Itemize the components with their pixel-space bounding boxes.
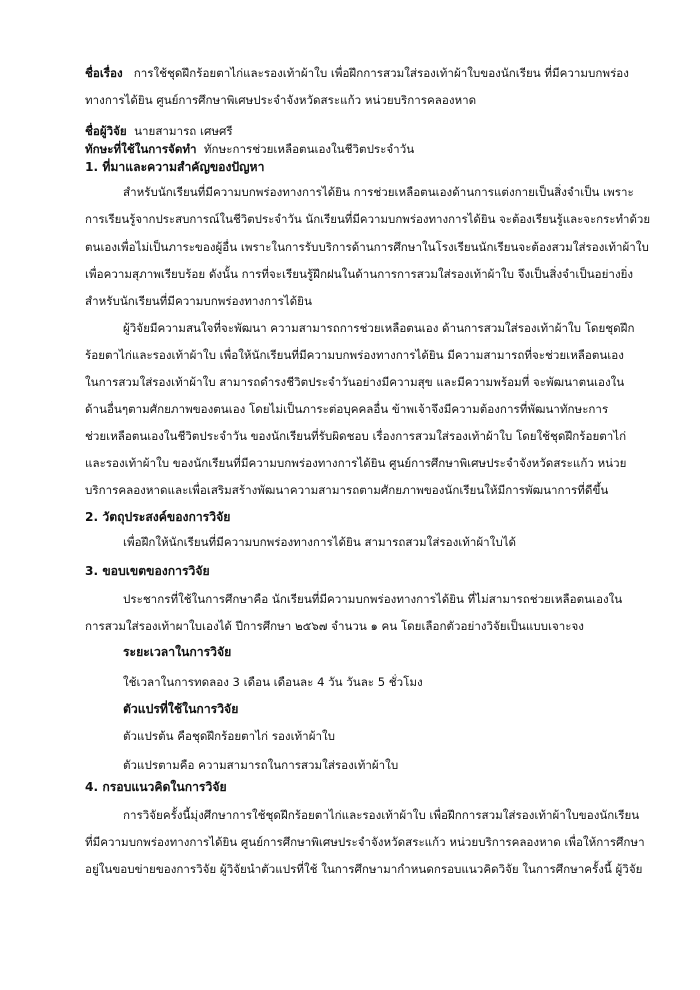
s4-p1-line: อยู่ในขอบข่ายของการวิจัย ผู้วิจัยนำตัวแปรที่ใช้ ในการศึกษามากำหนดกรอบแนวคิดวิจัย ในการศึกษาครั้งนี้ ผู้วิจัย	[85, 862, 643, 876]
skill-line	[85, 140, 414, 158]
s1-p1-line: สำหรับนักเรียนที่มีความบกพร่องทางการได้ยิน การช่วยเหลือตนเองด้านการแต่งกายเป็นสิ่งจำเป็น เพราะ	[123, 185, 634, 199]
researcher-name: นายสามารถ เศษศรี	[134, 124, 233, 138]
researcher-label: ชื่อผู้วิจัย	[85, 124, 127, 138]
s3-p1-line: ประชากรที่ใช้ในการศึกษาคือ นักเรียนที่มีความบกพร่องทางการได้ยิน ที่ไม่สามารถช่วยเหลือตนเองใน	[123, 592, 623, 606]
researcher-line	[85, 122, 233, 140]
section-4-heading: 4. กรอบแนวคิดในการวิจัย	[85, 780, 227, 794]
s4-p1-line: ที่มีความบกพร่องทางการได้ยิน ศูนย์การศึกษาพิเศษประจำจังหวัดสระแก้ว หน่วยบริการคลองหาด เพื่อให้การศึกษา	[85, 835, 645, 849]
s1-p2-line: บริการคลองหาดและเพื่อเสริมสร้างพัฒนาความสามารถตามศักยภาพของนักเรียนให้มีการพัฒนาการที่ดีขึ้น	[85, 483, 609, 497]
skill-label: ทักษะที่ใช้ในการจัดทำ	[85, 142, 197, 156]
s1-p1-line: ตนเองเพื่อไม่เป็นภาระของผู้อื่น เพราะในการรับบริการด้านการศึกษาในโรงเรียนนักเรียนจะต้องสวมใส่รองเท้าผ้าใบ	[85, 240, 649, 254]
variables-heading: ตัวแปรที่ใช้ในการวิจัย	[123, 702, 239, 716]
s3-p1-line: การสวมใส่รองเท้าผาใบเองได้ ปีการศึกษา ๒๕๖๗ จำนวน ๑ คน โดยเลือกตัวอย่างวิจัยเป็นแบบเจาะจง	[85, 619, 584, 633]
s1-p2-line: ในการสวมใส่รองเท้าผ้าใบ สามารถดำรงชีวิตประจำวันอย่างมีความสุข และมีความพร้อมที่ จะพัฒนาตนเองใน	[85, 375, 625, 389]
title-label: ชื่อเรื่อง	[85, 66, 123, 80]
s4-p1-line: การวิจัยครั้งนี้มุ่งศึกษาการใช้ชุดฝึกร้อยตาไก่และรองเท้าผ้าใบ เพื่อฝึกการสวมใส่รองเท้าผ้าใบของนักเรียน	[123, 808, 640, 822]
title-line-2: ทางการได้ยิน ศูนย์การศึกษาพิเศษประจำจังหวัดสระแก้ว หน่วยบริการคลองหาด	[85, 93, 477, 107]
dependent-variable: ตัวแปรตามคือ ความสามารถในการสวมใส่รองเท้าผ้าใบ	[123, 758, 399, 772]
section-1-heading: 1. ที่มาและความสำคัญของปัญหา	[85, 160, 265, 174]
s1-p2-line: ด้านอื่นๆตามศักยภาพของตนเอง โดยไม่เป็นภาระต่อบุคคลอื่น ข้าพเจ้าจึงมีความต้องการที่พัฒนาทักษะการ	[85, 402, 609, 416]
s1-p2-line: ผู้วิจัยมีความสนใจที่จะพัฒนา ความสามารถการช่วยเหลือตนเอง ด้านการสวมใส่รองเท้าผ้าใบ โดยชุดฝึก	[123, 321, 635, 335]
s1-p2-line: ร้อยตาไก่และรองเท้าผ้าใบ เพื่อให้นักเรียนที่มีความบกพร่องทางการได้ยิน มีความสามารถที่จะช่วยเหลือตนเอง	[85, 348, 624, 362]
section-2-heading: 2. วัตถุประสงค์ของการวิจัย	[85, 510, 231, 524]
s1-p2-line: และรองเท้าผ้าใบ ของนักเรียนที่มีความบกพร่องทางการได้ยิน ศูนย์การศึกษาพิเศษประจำจังหวัดสระแก้ว หน่วย	[85, 456, 627, 470]
title-text: การใช้ชุดฝึกร้อยตาไก่และรองเท้าผ้าใบ เพื่อฝึกการสวมใส่รองเท้าผ้าใบของนักเรียน ที่มีความบกพร่อง	[133, 66, 629, 80]
independent-variable: ตัวแปรต้น คือชุดฝึกร้อยตาไก่ รองเท้าผ้าใบ	[123, 729, 336, 743]
s1-p1-line: เพื่อความสุภาพเรียบร้อย ดังนั้น การที่จะเรียนรู้ฝึกฝนในด้านการการสวมใส่รองเท้าผ้าใบ จึงเป็นสิ่งจำเป็นอย่างยิ่ง	[85, 267, 634, 281]
title-line-1	[85, 64, 629, 82]
duration-text: ใช้เวลาในการทดลอง 3 เดือน เดือนละ 4 วัน วันละ 5 ชั่วโมง	[123, 675, 423, 689]
s1-p2-line: ช่วยเหลือตนเองในชีวิตประจำวัน ของนักเรียนที่รับผิดชอบ เรื่องการสวมใส่รองเท้าผ้าใบ โดยใช้ชุดฝึกร้อยตาไก่	[85, 429, 627, 443]
section-3-heading: 3. ขอบเขตของการวิจัย	[85, 564, 210, 578]
skill-value: ทักษะการช่วยเหลือตนเองในชีวิตประจำวัน	[203, 142, 415, 156]
s1-p1-line: การเรียนรู้จากประสบการณ์ในชีวิตประจำวัน นักเรียนที่มีความบกพร่องทางการได้ยิน จะต้องเรียนรู้และจะกระทำด้วย	[85, 212, 651, 226]
s1-p1-line: สำหรับนักเรียนที่มีความบกพร่องทางการได้ยิน	[85, 294, 312, 308]
duration-heading: ระยะเวลาในการวิจัย	[123, 645, 232, 659]
s2-p1-line: เพื่อฝึกให้นักเรียนที่มีความบกพร่องทางการได้ยิน สามารถสวมใส่รองเท้าผ้าใบได้	[123, 535, 517, 549]
